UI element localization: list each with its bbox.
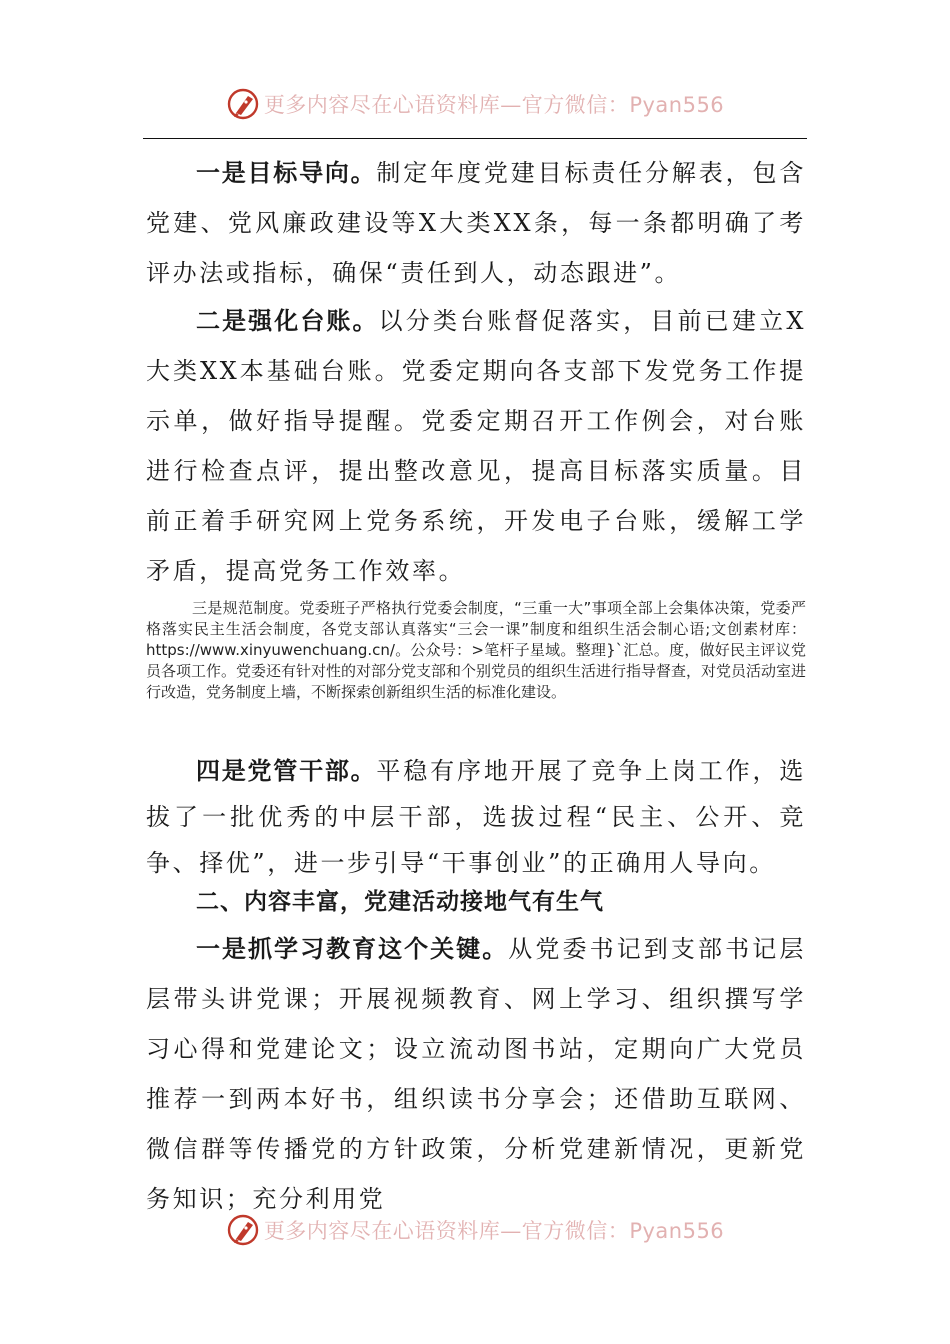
header-banner-id: Pyan556	[629, 93, 725, 117]
paragraph-body: 从党委书记到支部书记层层带头讲党课；开展视频教育、网上学习、组织撰写学习心得和党建论文；设立流动图书站，定期向广大党员推荐一到两本好书，组织读书分享会；还借助互联网、微信群等传播党的方针政策，分析党建新情况，更新党务知识；充分利用党	[146, 935, 806, 1213]
footer-banner-cn: 更多内容尽在心语资料库—官方微信：	[263, 1219, 630, 1243]
header-banner-cn: 更多内容尽在心语资料库—官方微信：	[263, 93, 630, 117]
paragraph-target-orientation	[146, 148, 806, 298]
paragraph-body: 平稳有序地开展了竞争上岗工作，选拔了一批优秀的中层干部，选拔过程“民主、公开、竞争、择优”，进一步引导“干事创业”的正确用人导向。	[146, 757, 806, 877]
paragraph-body: 以分类台账督促落实，目前已建立X大类XX本基础台账。党委定期向各支部下发党务工作提示单，做好指导提醒。党委定期召开工作例会，对台账进行检查点评，提出整改意见，提高目标落实质量。目前正着手研究网上党务系统，开发电子台账，缓解工学矛盾，提高党务工作效率。	[146, 307, 806, 585]
pen-nib-logo-icon	[226, 87, 260, 121]
paragraph-lead: 一是目标导向。	[196, 159, 377, 187]
header-divider	[143, 138, 807, 139]
paragraph-study-education	[146, 924, 806, 1224]
paragraph-lead: 四是党管干部。	[196, 757, 377, 785]
footer-banner	[0, 1210, 950, 1250]
paragraph-lead: 二是强化台账。	[196, 307, 379, 335]
header-banner	[0, 84, 950, 124]
header-banner-text	[264, 89, 724, 119]
pen-nib-logo-icon	[226, 1213, 260, 1247]
paragraph-lead: 一是抓学习教育这个关键。	[196, 935, 509, 963]
footer-banner-text	[264, 1215, 724, 1245]
footer-banner-id: Pyan556	[629, 1219, 725, 1243]
paragraph-party-manages-cadres	[146, 748, 806, 886]
section-heading: 二、内容丰富，党建活动接地气有生气	[196, 889, 604, 915]
paragraph-strengthen-ledger	[146, 296, 806, 596]
paragraph-body: 制定年度党建目标责任分解表，包含党建、党风廉政建设等X大类XX条，每一条都明确了考评办法或指标，确保“责任到人，动态跟进”。	[146, 159, 806, 287]
paragraph-standardize-system: 三是规范制度。党委班子严格执行党委会制度，“三重一大”事项全部上会集体决策，党委严格落实民主生活会制度，各党支部认真落实“三会一课”制度和组织生活会制心语;文创素材库：https://www.xinyuwenchuang.cn/。公众号：>笔杆子星域。整理}`汇总。度，做好民主评议党员各项工作。党委还有针对性的对部分党支部和个别党员的组织生活进行指导督查，对党员活动室进行改造，党务制度上墙，不断探索创新组织生活的标准化建设。	[146, 599, 807, 701]
